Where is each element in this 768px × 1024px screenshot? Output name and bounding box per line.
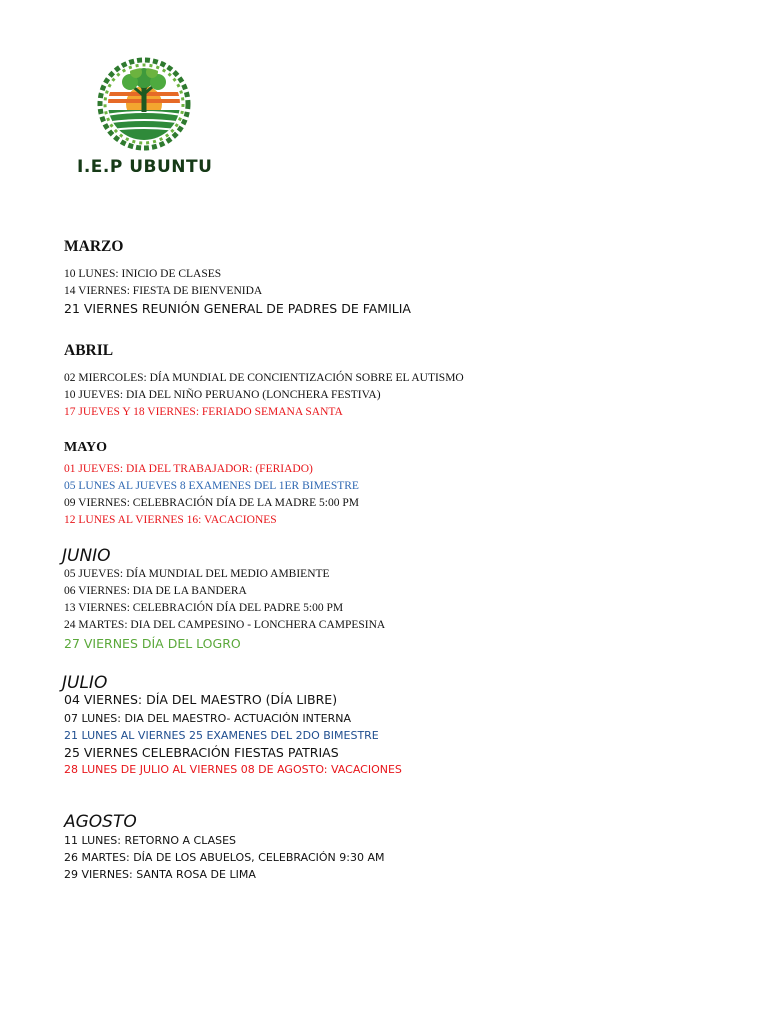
event-line: 25 VIERNES CELEBRACIÓN FIESTAS PATRIAS [64, 745, 339, 760]
month-title: JULIO [62, 673, 108, 693]
event-line: 05 LUNES AL JUEVES 8 EXAMENES DEL 1ER BIMESTRE [64, 480, 359, 492]
event-line: 02 MIERCOLES: DÍA MUNDIAL DE CONCIENTIZACIÓN SOBRE EL AUTISMO [64, 372, 464, 384]
event-line: 10 LUNES: INICIO DE CLASES [64, 268, 222, 280]
month-section-mayo [64, 440, 359, 529]
school-name: I.E.P UBUNTU [77, 157, 213, 177]
month-section-abril [64, 342, 464, 421]
event-line: 14 VIERNES: FIESTA DE BIENVENIDA [64, 285, 263, 297]
month-title: MARZO [64, 238, 124, 255]
month-title: JUNIO [62, 546, 111, 566]
month-title: MAYO [64, 440, 108, 455]
event-line: 17 JUEVES Y 18 VIERNES: FERIADO SEMANA SANTA [64, 406, 343, 418]
event-line: 27 VIERNES DÍA DEL LOGRO [64, 636, 241, 651]
event-line: 12 LUNES AL VIERNES 16: VACACIONES [64, 514, 277, 526]
month-section-julio [62, 673, 402, 778]
event-line: 05 JUEVES: DÍA MUNDIAL DEL MEDIO AMBIENTE [64, 568, 330, 580]
event-line: 26 MARTES: DÍA DE LOS ABUELOS, CELEBRACIÓN 9:30 AM [64, 851, 385, 864]
school-logo [72, 56, 217, 184]
month-section-marzo [64, 238, 411, 317]
event-line: 06 VIERNES: DIA DE LA BANDERA [64, 585, 247, 597]
month-title: ABRIL [64, 342, 114, 359]
event-line: 29 VIERNES: SANTA ROSA DE LIMA [64, 868, 256, 881]
event-line: 21 VIERNES REUNIÓN GENERAL DE PADRES DE FAMILIA [64, 301, 411, 316]
event-line: 28 LUNES DE JULIO AL VIERNES 08 DE AGOSTO: VACACIONES [64, 763, 402, 776]
month-section-agosto [64, 812, 384, 883]
event-line: 24 MARTES: DIA DEL CAMPESINO - LONCHERA CAMPESINA [64, 619, 386, 631]
month-section-junio [62, 546, 385, 652]
event-line: 11 LUNES: RETORNO A CLASES [64, 834, 237, 847]
tree-emblem-icon [90, 56, 198, 152]
event-line: 10 JUEVES: DIA DEL NIÑO PERUANO (LONCHERA FESTIVA) [64, 389, 381, 401]
event-line: 13 VIERNES: CELEBRACIÓN DÍA DEL PADRE 5:00 PM [64, 602, 344, 614]
event-line: 09 VIERNES: CELEBRACIÓN DÍA DE LA MADRE 5:00 PM [64, 497, 359, 509]
event-line: 21 LUNES AL VIERNES 25 EXAMENES DEL 2DO BIMESTRE [64, 729, 379, 742]
event-line: 01 JUEVES: DIA DEL TRABAJADOR: (FERIADO) [64, 463, 313, 475]
month-title: AGOSTO [64, 812, 137, 832]
event-line: 04 VIERNES: DÍA DEL MAESTRO (DÍA LIBRE) [64, 692, 338, 707]
event-line: 07 LUNES: DIA DEL MAESTRO- ACTUACIÓN INTERNA [64, 712, 351, 725]
